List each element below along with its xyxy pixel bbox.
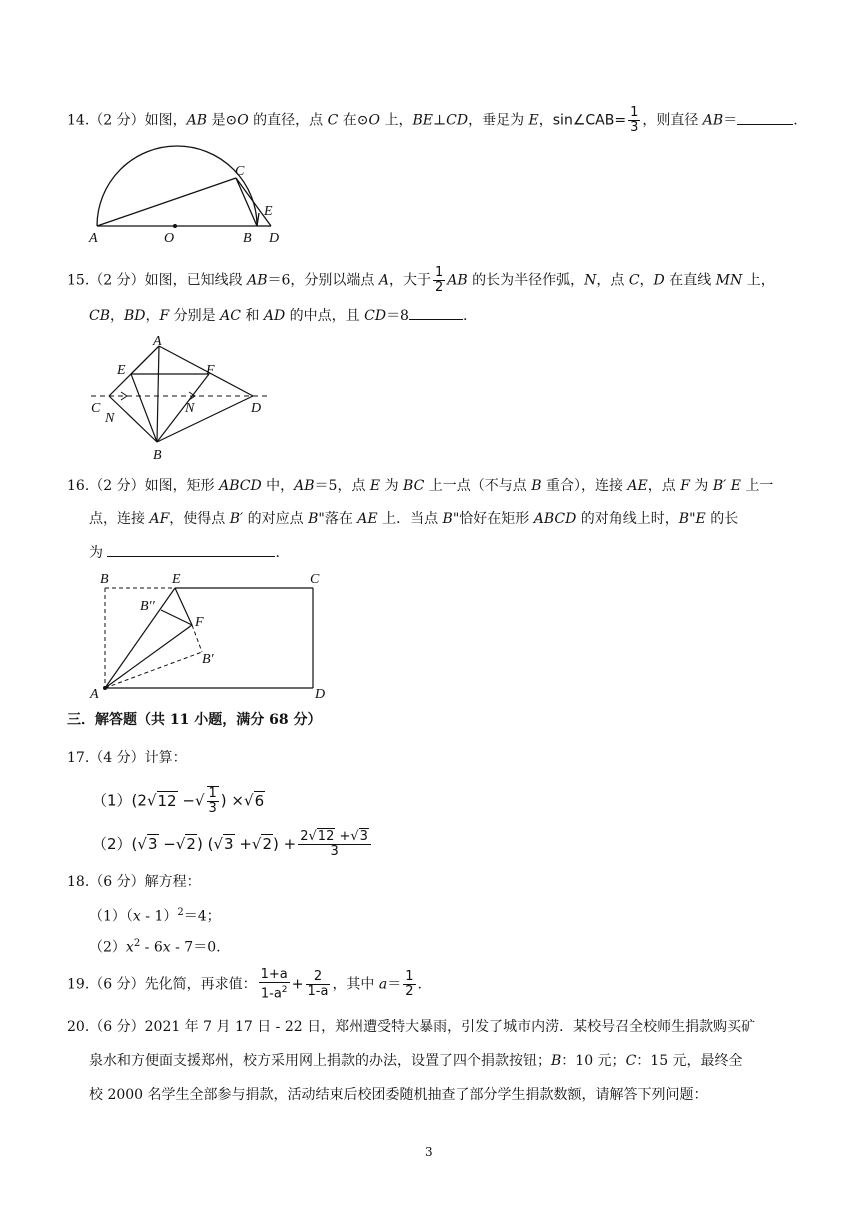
- radicand: 3: [359, 829, 368, 844]
- q14-var: O: [368, 112, 380, 129]
- q14-var: AB: [702, 112, 724, 129]
- q17-fraction: [207, 786, 219, 816]
- af-line: [105, 625, 192, 688]
- answer-blank[interactable]: [737, 110, 793, 125]
- point-a: [103, 686, 107, 690]
- q15-var: AC: [220, 308, 241, 324]
- q15-fraction: [433, 266, 445, 295]
- frac-den: 3: [330, 844, 339, 859]
- label-e: E: [117, 363, 126, 378]
- q15-text: 分别是: [169, 308, 221, 324]
- q15-line1: [67, 266, 775, 295]
- q14-text: ，垂足为: [468, 112, 529, 129]
- center-point: [173, 224, 177, 228]
- q16-var: AE: [357, 511, 378, 527]
- expr: ) (: [196, 835, 214, 853]
- q14-text: 是⊙: [207, 112, 238, 129]
- q16-text: ，使得点: [169, 511, 230, 527]
- page-number: 3: [425, 1145, 433, 1159]
- expr: +: [291, 976, 304, 993]
- q15-number: 15.（2 分）: [67, 272, 145, 289]
- q16-line3: [89, 542, 280, 563]
- q16-line2: [89, 509, 738, 529]
- ab-line: [157, 346, 159, 442]
- frac-den: 3: [208, 801, 217, 816]
- ac-line: [97, 178, 236, 226]
- label-c: C: [310, 572, 320, 587]
- label-a: A: [89, 231, 98, 245]
- bd-line: [157, 396, 253, 442]
- q16-number: 16.（2 分）: [67, 478, 145, 494]
- q20-number: 20.（6 分）: [67, 1019, 145, 1035]
- frac-den: 3: [630, 120, 639, 135]
- q16-text: 的对角线上时，: [576, 511, 679, 527]
- ef-line: [175, 588, 192, 625]
- var: a: [378, 976, 388, 993]
- expr: (2: [131, 791, 147, 810]
- part-label: （1）（: [89, 908, 133, 925]
- q17-part2: （2）(√3 −√2) (√3 +√2) + $\frac{2√12 +√3}{3}$: [92, 830, 373, 859]
- q16-text: 的长: [705, 511, 739, 527]
- answer-blank[interactable]: [107, 542, 275, 557]
- q15-var: CB: [89, 308, 110, 324]
- q16-var: AE: [627, 478, 648, 494]
- expr: +: [335, 829, 351, 844]
- q14-number: 14.（2 分）: [67, 112, 145, 129]
- radicand: 6: [254, 791, 265, 810]
- q16-var: B′ E: [712, 478, 741, 494]
- ea-seg: [131, 346, 159, 374]
- expr: ) +: [273, 835, 297, 853]
- var: C: [625, 1053, 637, 1069]
- radicand: 3: [224, 835, 234, 853]
- frac-den: 2: [405, 984, 414, 1000]
- q15-text: 的长为半径作弧，: [467, 272, 585, 289]
- q16-text: 为: [689, 478, 713, 494]
- q15-figure: [85, 332, 285, 462]
- q14-text: .: [793, 112, 798, 129]
- q16-text: 恰好在矩形: [459, 511, 534, 527]
- q14-sin-expr: sin∠CAB=: [552, 112, 627, 129]
- q18-line1: [67, 872, 201, 892]
- q20-text: 2021 年 7 月 17 日 - 22 日，郑州遭受特大暴雨，引发了城市内涝．某校号召全校师生捐款购买矿: [144, 1019, 756, 1035]
- label-c: C: [235, 164, 245, 179]
- q19-line1: [67, 968, 422, 1001]
- var: B: [551, 1053, 562, 1069]
- q15-text: ，: [145, 308, 160, 324]
- q16-text: 如图，矩形: [144, 478, 220, 494]
- frac-num: 2√12 +√3: [298, 830, 371, 845]
- exponent: 2: [177, 907, 184, 918]
- q19-text: .: [417, 976, 422, 993]
- expr: −: [158, 835, 176, 853]
- semicircle: [97, 146, 257, 226]
- q17-part1: （1）(2√12 −√ $\frac{1}{3}$ ) ×√6: [92, 786, 265, 816]
- exponent: 2: [133, 938, 141, 949]
- q15-text: 的中点，且: [285, 308, 365, 324]
- q16-var: F: [680, 478, 690, 494]
- radicand: 2: [186, 835, 196, 853]
- q16-var: B": [442, 511, 460, 527]
- q16-var: AB: [294, 478, 315, 494]
- q15-text: 和: [240, 308, 264, 324]
- q15-text: ，: [110, 308, 124, 324]
- q14-figure: [85, 140, 295, 245]
- expr: −: [177, 791, 195, 810]
- fbpp-line: [161, 610, 192, 625]
- label-a: A: [153, 334, 162, 349]
- q14-text: 上，: [380, 112, 413, 129]
- q20-text: 校 2000 名学生全部参与捐款，活动结束后校团委随机抽查了部分学生捐款数额，请解答下列问题：: [89, 1087, 708, 1103]
- expr: - 1）: [140, 908, 178, 925]
- q16-var: ABCD: [219, 478, 262, 494]
- q16-text: 落在: [324, 511, 358, 527]
- label-d: D: [269, 231, 280, 245]
- q14-text: 的直径，点: [248, 112, 328, 129]
- q15-text: ＝8: [386, 308, 409, 324]
- q20-text: 泉水和方便面支援郑州，校方采用网上捐款的办法，设置了四个捐款按钮；: [89, 1053, 551, 1069]
- q16-text: .: [275, 545, 280, 561]
- q16-line1: [67, 476, 773, 496]
- q14-text: ⊥: [432, 112, 447, 129]
- q19-text: ＝: [387, 976, 402, 993]
- q17-title: 计算：: [144, 750, 187, 766]
- q15-text: ，点: [596, 272, 629, 289]
- q15-var: AB: [447, 272, 468, 289]
- q15-var: D: [653, 272, 665, 289]
- q14-text: ＝: [723, 112, 738, 129]
- label-d: D: [251, 401, 262, 416]
- q20-line1: [67, 1017, 755, 1037]
- q20-line3: [89, 1085, 708, 1105]
- q18-title: 解方程：: [144, 874, 201, 890]
- q14-var: BE: [412, 112, 433, 129]
- label-b: B: [100, 572, 109, 587]
- q15-var: AD: [263, 308, 286, 324]
- abp-dashed: [105, 652, 202, 688]
- q18-part1: [89, 903, 221, 927]
- q15-text: 上，: [742, 272, 775, 289]
- q20-text: ：15 元，最终全: [636, 1053, 743, 1069]
- var: x: [162, 939, 171, 956]
- fb-line: [157, 374, 209, 442]
- q15-var: A: [378, 272, 389, 289]
- expr: ) ×: [220, 791, 244, 810]
- var: x: [125, 939, 134, 956]
- label-n1: N: [105, 411, 115, 426]
- part-label: （2）: [92, 835, 132, 853]
- q16-var: AF: [149, 511, 170, 527]
- q16-text: 点，连接: [89, 511, 150, 527]
- frac-num: 1: [434, 265, 444, 280]
- q16-text: ＝5，点: [314, 478, 370, 494]
- frac-den: [259, 983, 290, 1001]
- q20-text: ：10 元；: [561, 1053, 626, 1069]
- expr: (: [131, 835, 138, 853]
- q15-var: N: [584, 272, 597, 289]
- label-b-double-prime: B′′: [140, 599, 155, 614]
- q19-fraction-3: [403, 970, 415, 999]
- q16-text: 上一点（不与点: [424, 478, 532, 494]
- q16-text: 为: [89, 545, 108, 561]
- q14-var: E: [528, 112, 539, 129]
- q16-figure: [88, 570, 338, 702]
- cb-line: [109, 396, 157, 442]
- var: x: [132, 908, 141, 925]
- frac-num: 1: [208, 786, 217, 801]
- radicand: 12: [157, 791, 177, 810]
- label-n2: N: [185, 401, 195, 416]
- label-b: B: [243, 231, 252, 245]
- section-heading: 三．解答题（共 11 小题，满分 68 分）: [67, 712, 322, 728]
- q19-title: 先化简，再求值：: [144, 976, 257, 993]
- expr: 2: [300, 829, 309, 844]
- q16-var: BC: [403, 478, 425, 494]
- q16-text: ，点: [647, 478, 681, 494]
- q15-var: AB: [247, 272, 268, 289]
- q16-var: ABCD: [533, 511, 577, 527]
- label-e: E: [172, 572, 181, 587]
- q16-text: 重合），连接: [541, 478, 628, 494]
- q15-text: 在直线: [664, 272, 716, 289]
- q14-text: ，则直径: [642, 112, 703, 129]
- q14-var: AB: [186, 112, 208, 129]
- part-label: （2）: [89, 939, 126, 956]
- label-b-prime: B′: [202, 652, 214, 667]
- q14-var: CD: [446, 112, 469, 129]
- q15-text: ，大于: [388, 272, 431, 289]
- expr: - 6: [140, 939, 163, 956]
- q15-line2: [89, 305, 467, 326]
- q16-text: 上一: [740, 478, 774, 494]
- q15-var: C: [628, 272, 640, 289]
- answer-blank[interactable]: [409, 305, 463, 320]
- q16-var: B"E: [678, 511, 706, 527]
- frac-den: 2: [434, 280, 444, 295]
- q15-text: .: [462, 308, 468, 324]
- q15-var: F: [159, 308, 170, 324]
- label-a: A: [90, 687, 99, 702]
- radicand: 3: [147, 835, 158, 853]
- part-label: （1）: [92, 791, 132, 810]
- label-f: F: [195, 615, 204, 630]
- frac-num: 1: [405, 969, 414, 985]
- exponent: 2: [281, 985, 288, 995]
- frac-num: 1+a: [260, 967, 288, 982]
- q14-text: 在⊙: [338, 112, 369, 129]
- label-e: E: [264, 204, 273, 219]
- q16-var: E: [369, 478, 381, 494]
- q15-var: MN: [715, 272, 743, 289]
- q19-fraction-2: [306, 970, 331, 999]
- q16-text: 为: [380, 478, 404, 494]
- frac-num: 1: [630, 105, 639, 120]
- label-f: F: [206, 363, 215, 378]
- q19-fraction-1: [259, 968, 290, 1001]
- q18-number: 18.（6 分）: [67, 874, 145, 890]
- q17-big-fraction: [298, 830, 371, 859]
- q16-text: 中，: [261, 478, 295, 494]
- q14-var: C: [327, 112, 339, 129]
- q14-fraction: [628, 106, 640, 135]
- q16-var: B′: [229, 511, 244, 527]
- q16-text: 的对应点: [243, 511, 309, 527]
- q16-text: 上．当点: [377, 511, 443, 527]
- q14-var: O: [237, 112, 249, 129]
- q18-part2: [89, 934, 221, 958]
- label-d: D: [315, 687, 326, 702]
- q15-text: ，: [639, 272, 654, 289]
- frac-num: 2: [306, 970, 331, 985]
- q15-var: CD: [364, 308, 387, 324]
- q15-text: ＝6，分别以端点: [267, 272, 379, 289]
- q20-line2: [89, 1051, 743, 1071]
- label-b: B: [153, 448, 162, 462]
- q14-text: 如图，: [144, 112, 187, 129]
- expr: 1-a: [260, 986, 282, 1002]
- radicand: 2: [262, 835, 273, 853]
- q15-text: 如图，已知线段: [144, 272, 248, 289]
- eb-line: [131, 374, 157, 442]
- label-c: C: [91, 401, 101, 416]
- radicand: 12: [317, 829, 335, 844]
- q16-var: B: [531, 478, 542, 494]
- expr: +: [234, 835, 252, 853]
- q19-number: 19.（6 分）: [67, 976, 145, 993]
- frac-den: 1-a: [307, 984, 329, 1000]
- q16-var: B": [308, 511, 325, 527]
- q14-text: ，: [538, 112, 553, 129]
- expr: - 7＝0.: [170, 939, 221, 956]
- q17-line1: [67, 748, 187, 768]
- q19-text: ，其中: [332, 976, 379, 993]
- q15-var: BD: [124, 308, 146, 324]
- q14-line1: [67, 106, 798, 135]
- q17-number: 17.（4 分）: [67, 750, 145, 766]
- label-o: O: [164, 231, 175, 245]
- expr: ＝4；: [183, 908, 221, 925]
